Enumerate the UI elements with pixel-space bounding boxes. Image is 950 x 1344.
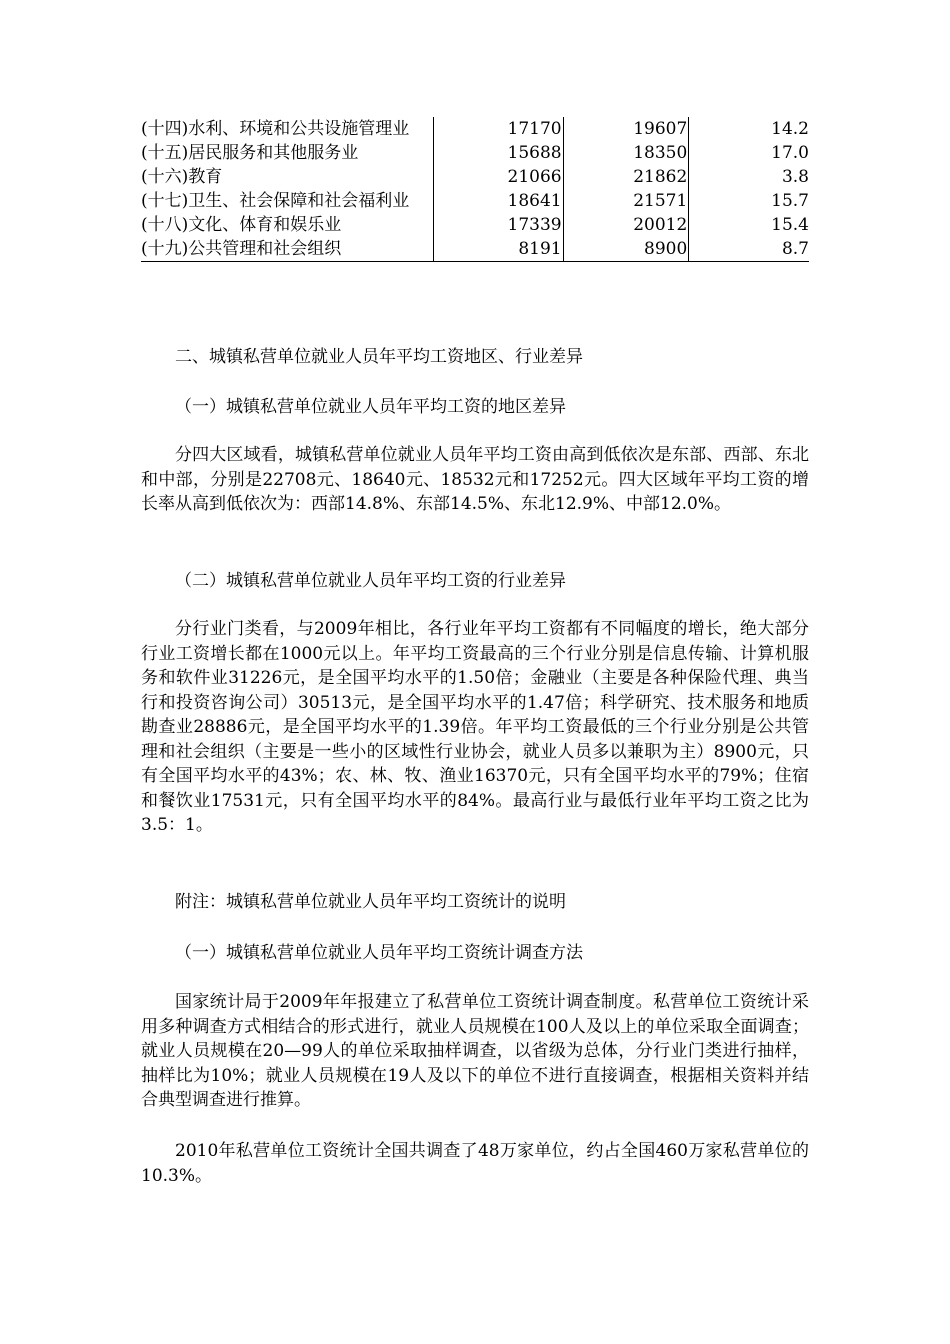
paragraph-industry: 分行业门类看，与2009年相比，各行业年平均工资都有不同幅度的增长，绝大部分行业工资增长都在1000元以上。年平均工资最高的三个行业分别是信息传输、计算机服务和软件业31226元，是全国平均水平的1.50倍；金融业（主要是各种保险代理、典当行和投资咨询公司）30513元，是全国平均水平的1.47倍；科学研究、技术服务和地质勘查业28886元，是全国平均水平的1.39倍。年平均工资最低的三个行业分别是公共管理和社会组织（主要是一些小的区域性行业协会，就业人员多以兼职为主）8900元，只有全国平均水平的43%；农、林、牧、渔业16370元，只有全国平均水平的79%；住宿和餐饮业17531元，只有全国平均水平的84%。最高行业与最低行业年平均工资之比为3.5：1。 <box>141 619 809 835</box>
industry-name-cell: (十五)居民服务和其他服务业 <box>141 141 433 165</box>
growth-rate-cell: 8.7 <box>689 237 809 262</box>
industry-name-cell: (十九)公共管理和社会组织 <box>141 237 433 262</box>
industry-name-cell: (十四)水利、环境和公共设施管理业 <box>141 117 433 141</box>
value-2009-cell: 17170 <box>433 117 563 141</box>
value-2009-cell: 8191 <box>433 237 563 262</box>
value-2009-cell: 17339 <box>433 213 563 237</box>
wage-table <box>141 117 809 262</box>
growth-rate-cell: 15.7 <box>771 191 809 211</box>
value-2010-cell: 21571 <box>563 189 689 213</box>
value-2010-cell: 8900 <box>563 237 689 262</box>
table-row <box>141 213 809 237</box>
value-2009-cell: 21066 <box>433 165 563 189</box>
value-2009-cell: 15688 <box>433 141 563 165</box>
value-2009-cell: 18641 <box>433 189 563 213</box>
growth-rate-cell: 14.2 <box>771 119 809 139</box>
subsection-heading-region: （一）城镇私营单位就业人员年平均工资的地区差异 <box>175 397 566 417</box>
paragraph-region: 分四大区域看，城镇私营单位就业人员年平均工资由高到低依次是东部、西部、东北和中部，分别是22708元、18640元、18532元和17252元。四大区域年平均工资的增长率从高到低依次为：西部14.8%、东部14.5%、东北12.9%、中部12.0%。 <box>141 445 809 514</box>
table-row <box>141 165 809 189</box>
table-row <box>141 237 809 262</box>
section-heading: 二、城镇私营单位就业人员年平均工资地区、行业差异 <box>175 347 583 367</box>
growth-rate-cell: 15.4 <box>771 215 809 235</box>
paragraph-coverage: 2010年私营单位工资统计全国共调查了48万家单位，约占全国460万家私营单位的10.3%。 <box>141 1141 809 1186</box>
subsection-heading-industry: （二）城镇私营单位就业人员年平均工资的行业差异 <box>175 571 566 591</box>
value-2010-cell: 20012 <box>563 213 689 237</box>
appendix-heading: 附注：城镇私营单位就业人员年平均工资统计的说明 <box>175 892 566 912</box>
appendix-subheading: （一）城镇私营单位就业人员年平均工资统计调查方法 <box>175 943 583 963</box>
value-2010-cell: 19607 <box>563 117 689 141</box>
paragraph-method: 国家统计局于2009年年报建立了私营单位工资统计调查制度。私营单位工资统计采用多种调查方式相结合的形式进行，就业人员规模在100人及以上的单位采取全面调查；就业人员规模在20—99人的单位采取抽样调查，以省级为总体，分行业门类进行抽样，抽样比为10%；就业人员规模在19人及以下的单位不进行直接调查，根据相关资料并结合典型调查进行推算。 <box>141 992 809 1110</box>
growth-rate-cell: 3.8 <box>781 167 809 187</box>
industry-name-cell: (十八)文化、体育和娱乐业 <box>141 213 433 237</box>
industry-name-cell: (十七)卫生、社会保障和社会福利业 <box>141 189 433 213</box>
industry-name-cell: (十六)教育 <box>141 165 433 189</box>
value-2010-cell: 21862 <box>563 165 689 189</box>
value-2010-cell: 18350 <box>563 141 689 165</box>
table-row <box>141 117 809 141</box>
growth-rate-cell: 17.0 <box>771 143 809 163</box>
table-row <box>141 141 809 165</box>
table-row <box>141 189 809 213</box>
